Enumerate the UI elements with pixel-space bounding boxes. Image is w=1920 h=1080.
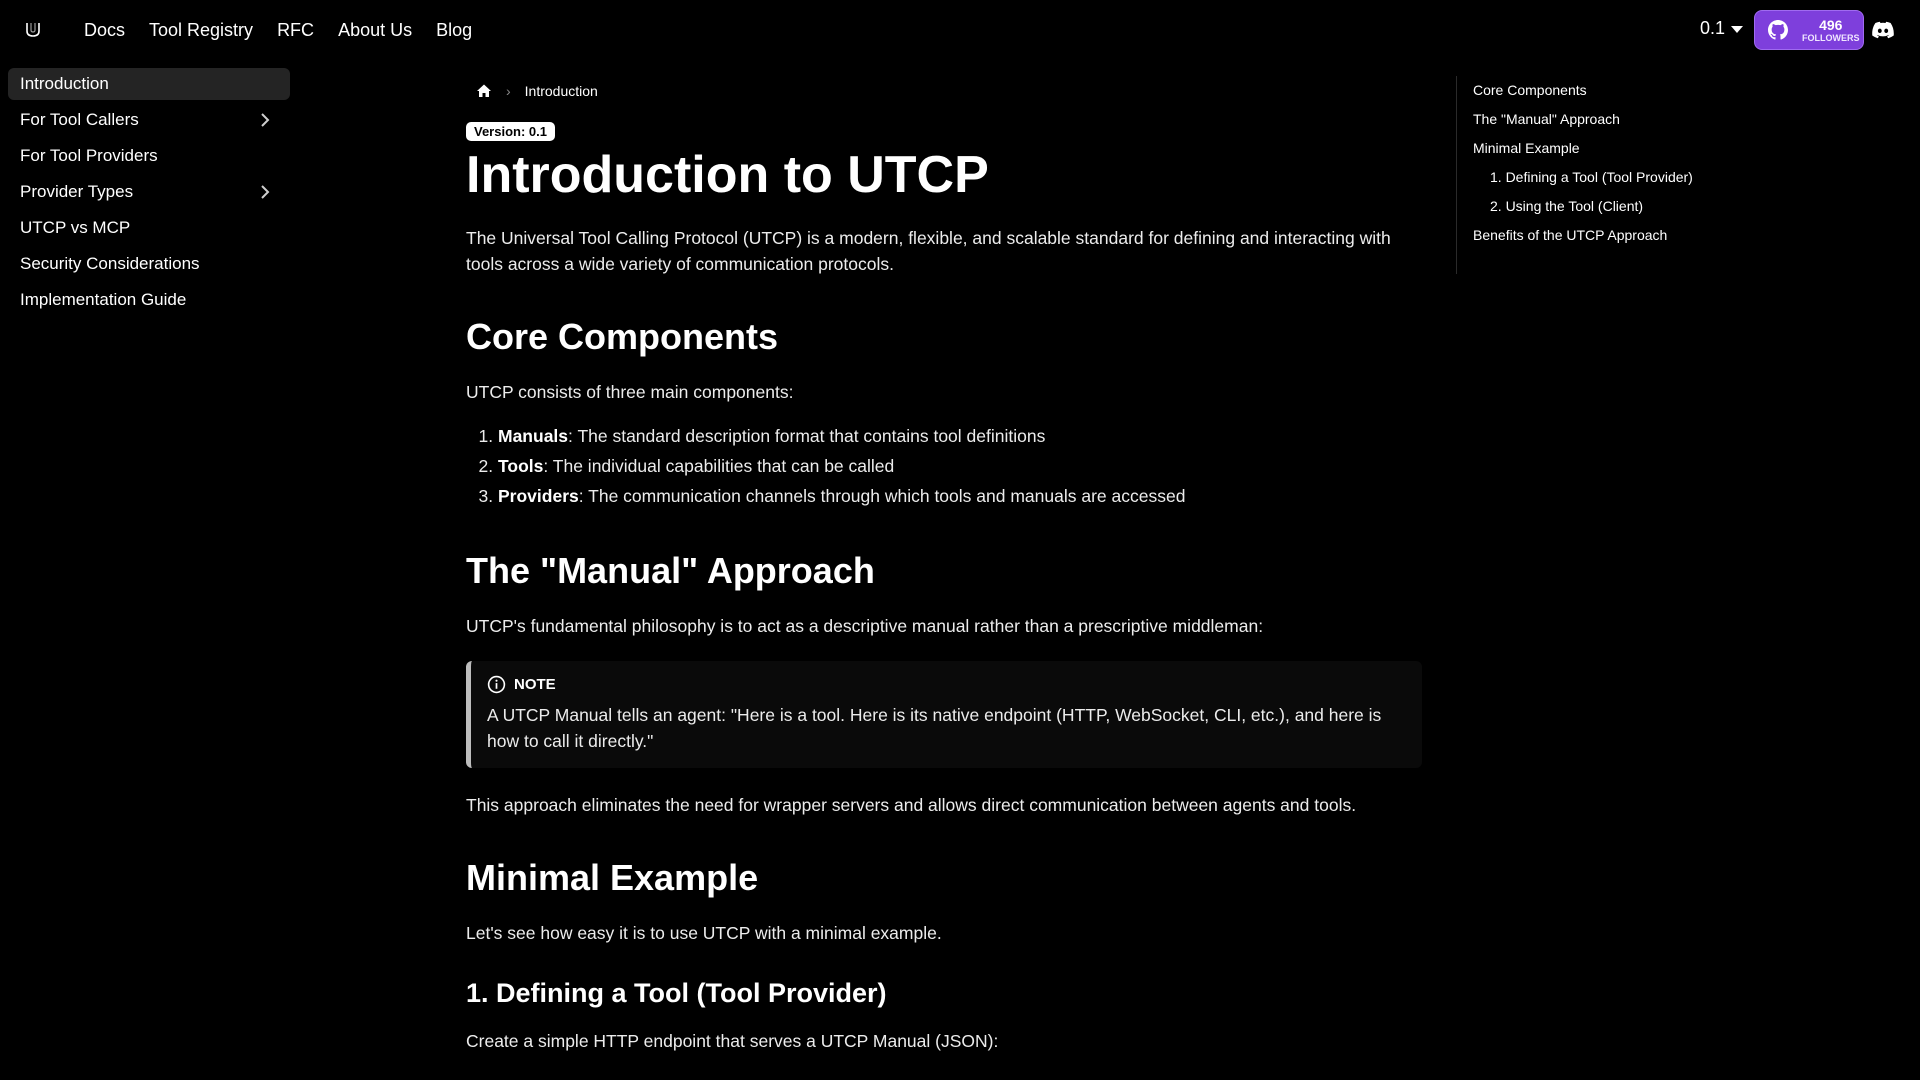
heading-core-components: Core Components xyxy=(466,316,779,357)
list-item-desc: : The individual capabilities that can be called xyxy=(543,456,895,476)
sidebar-item-introduction[interactable] xyxy=(8,68,290,100)
chevron-right-icon[interactable] xyxy=(256,111,274,129)
manual-approach-text: UTCP's fundamental philosophy is to act as a descriptive manual rather than a prescriptive middleman: xyxy=(466,616,1264,636)
home-icon[interactable] xyxy=(476,83,492,99)
toc-item-benefits[interactable]: Benefits of the UTCP Approach xyxy=(1473,227,1668,243)
toc-item-manual-approach[interactable]: The "Manual" Approach xyxy=(1473,111,1620,127)
page-title: Introduction to UTCP xyxy=(466,146,989,204)
sidebar-item-provider-types[interactable] xyxy=(8,176,290,208)
table-of-contents xyxy=(1456,76,1753,274)
note-text: A UTCP Manual tells an agent: "Here is a tool. Here is its native endpoint (HTTP, WebSocket, CLI, etc.), and here is how to call it directly." xyxy=(487,705,1382,751)
list-item-term: Providers xyxy=(498,486,579,506)
toc-item-core-components[interactable]: Core Components xyxy=(1473,82,1587,98)
sidebar-item-security-considerations[interactable] xyxy=(8,248,290,280)
breadcrumb xyxy=(466,72,1422,110)
nav-link-docs[interactable]: Docs xyxy=(84,19,126,40)
list-item xyxy=(498,421,1422,451)
sidebar-item-label: Implementation Guide xyxy=(20,290,187,309)
core-components-text: UTCP consists of three main components: xyxy=(466,382,794,402)
note-header xyxy=(487,675,1406,694)
sidebar-item-implementation-guide[interactable] xyxy=(8,284,290,316)
github-followers-label: FOLLOWERS xyxy=(1802,32,1860,43)
toc-item-defining-a-tool[interactable]: 1. Defining a Tool (Tool Provider) xyxy=(1490,169,1693,185)
manual-approach-after-text: This approach eliminates the need for wrapper servers and allows direct communication between agents and tools. xyxy=(466,795,1357,815)
heading-defining-a-tool: 1. Defining a Tool (Tool Provider) xyxy=(466,978,887,1008)
list-item-desc: : The standard description format that contains tool definitions xyxy=(568,426,1046,446)
chevron-right-icon[interactable] xyxy=(256,183,274,201)
nav-links xyxy=(84,0,496,60)
intro-paragraph: The Universal Tool Calling Protocol (UTCP) is a modern, flexible, and scalable standard for defining and interacting with tools across a wide variety of communication protocols. xyxy=(466,228,1391,274)
sidebar-item-label: Introduction xyxy=(20,74,109,93)
sidebar-item-label: Security Considerations xyxy=(20,254,200,273)
docs-sidebar xyxy=(8,68,290,320)
nav-link-about-us[interactable]: About Us xyxy=(338,19,413,40)
toc-item-minimal-example[interactable]: Minimal Example xyxy=(1473,140,1580,156)
defining-a-tool-text: Create a simple HTTP endpoint that serves a UTCP Manual (JSON): xyxy=(466,1031,999,1051)
info-icon xyxy=(487,675,506,694)
sidebar-item-label: For Tool Callers xyxy=(20,110,139,129)
heading-manual-approach: The "Manual" Approach xyxy=(466,550,875,591)
sidebar-item-label: UTCP vs MCP xyxy=(20,218,131,237)
github-followers-count: 496 xyxy=(1819,16,1843,33)
breadcrumb-current: Introduction xyxy=(524,83,598,99)
caret-down-icon xyxy=(1731,26,1743,33)
utcp-logo-icon[interactable] xyxy=(22,18,44,40)
sidebar-item-for-tool-callers[interactable] xyxy=(8,104,290,136)
list-item xyxy=(498,481,1422,511)
version-dropdown-label: 0.1 xyxy=(1700,18,1726,38)
core-components-list xyxy=(466,421,1422,511)
sidebar-item-label: For Tool Providers xyxy=(20,146,158,165)
version-badge: Version: 0.1 xyxy=(466,122,555,141)
nav-link-blog[interactable]: Blog xyxy=(436,19,473,40)
list-item xyxy=(498,451,1422,481)
heading-minimal-example: Minimal Example xyxy=(466,857,759,898)
note-admonition xyxy=(466,661,1422,768)
minimal-example-text: Let's see how easy it is to use UTCP with a minimal example. xyxy=(466,923,942,943)
toc-item-using-the-tool[interactable]: 2. Using the Tool (Client) xyxy=(1490,198,1644,214)
discord-icon[interactable] xyxy=(1872,19,1894,41)
version-dropdown[interactable] xyxy=(1700,18,1743,39)
sidebar-item-for-tool-providers[interactable] xyxy=(8,140,290,172)
github-followers-button[interactable] xyxy=(1754,10,1864,50)
nav-link-tool-registry[interactable]: Tool Registry xyxy=(149,19,254,40)
note-label: NOTE xyxy=(514,676,556,693)
github-followers-text xyxy=(1802,18,1860,43)
breadcrumb-separator: › xyxy=(506,83,511,99)
doc-content xyxy=(466,72,1422,1070)
sidebar-item-utcp-vs-mcp[interactable] xyxy=(8,212,290,244)
github-icon xyxy=(1768,20,1788,40)
list-item-term: Tools xyxy=(498,456,544,476)
list-item-term: Manuals xyxy=(498,426,569,446)
top-navbar xyxy=(0,0,1920,60)
list-item-desc: : The communication channels through which tools and manuals are accessed xyxy=(578,486,1186,506)
nav-link-rfc[interactable]: RFC xyxy=(277,19,315,40)
sidebar-item-label: Provider Types xyxy=(20,182,134,201)
